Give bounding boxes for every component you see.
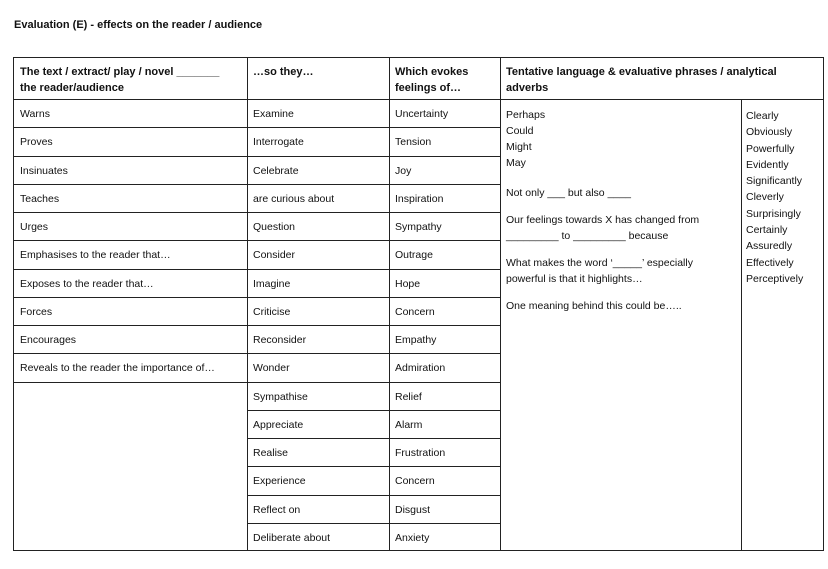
list-item: One meaning behind this could be….. [506,300,682,312]
adverb-item: Surprisingly [746,207,801,220]
row-divider [14,382,500,383]
table-cell: Reveals to the reader the importance of… [20,362,215,374]
table-cell: Empathy [395,334,437,346]
table-cell: Experience [253,475,306,487]
table-cell: Frustration [395,447,446,459]
table-cell: Inspiration [395,193,444,205]
table-cell: Hope [395,278,421,290]
table-cell: Urges [20,221,49,233]
adverb-item: Assuredly [746,240,793,253]
row-divider [14,240,500,241]
adverb-item: Obviously [746,126,793,139]
table-cell: Teaches [20,193,60,205]
adverb-list [746,108,803,287]
table-cell: Concern [395,306,435,318]
list-item: _________ to _________ because [506,230,669,242]
row-divider [247,438,500,439]
adverb-item: Evidently [746,158,789,171]
table-cell: Outrage [395,249,433,261]
row-divider [247,495,500,496]
table-cell: Realise [253,447,289,459]
table-cell: Reflect on [253,504,301,516]
adverb-item: Powerfully [746,142,795,155]
table-cell: Sympathy [395,221,442,233]
table-cell: Forces [20,306,53,318]
row-divider [14,353,500,354]
adverb-item: Perceptively [746,272,804,285]
row-divider [247,410,500,411]
header-divider [14,99,823,100]
page-title: Evaluation (E) - effects on the reader / audience [14,19,263,31]
table-cell: Question [253,221,296,233]
row-divider [14,156,500,157]
table-cell: Consider [253,249,296,261]
list-item: Our feelings towards X has changed from [506,214,700,226]
col4-header: Tentative language & evaluative phrases / analytical adverbs [506,66,777,94]
table-cell: Admiration [395,362,446,374]
tentative-language [506,107,736,314]
row-divider [14,325,500,326]
table-cell: Examine [253,108,294,120]
table-cell: Celebrate [253,165,299,177]
table-cell: Tension [395,136,432,148]
table-cell: Warns [20,108,50,120]
adverb-item: Clearly [746,110,779,122]
table-cell: Interrogate [253,136,304,148]
table-cell: Joy [395,165,412,177]
table-cell: Concern [395,475,435,487]
table-cell: Exposes to the reader that… [20,278,154,290]
row-divider [247,523,500,524]
table-cell: Uncertainty [395,108,449,120]
table-cell: Wonder [253,362,290,374]
col2-header: …so they… [253,66,314,78]
table-cell: Emphasises to the reader that… [20,249,171,261]
table-cell: Reconsider [253,334,307,346]
table-cell: Disgust [395,504,431,516]
list-item: May [506,157,526,169]
adverb-item: Effectively [746,256,794,269]
table-cell: Sympathise [253,391,308,403]
col1-header: The text / extract/ play / novel _______ the reader/audience [20,66,220,94]
row-divider [14,212,500,213]
row-divider [247,466,500,467]
table-cell: Deliberate about [253,532,331,544]
table-cell: Appreciate [253,419,304,431]
table-cell: Alarm [395,419,423,431]
table-cell: are curious about [253,193,335,205]
table-cell: Insinuates [20,165,68,177]
row-divider [14,184,500,185]
adverb-item: Certainly [746,224,788,237]
table-cell: Anxiety [395,532,430,544]
list-item: Might [506,141,532,153]
column-divider [741,99,742,550]
list-item: What makes the word ‘_____’ especially [506,257,693,269]
row-divider [14,269,500,270]
evaluation-table [13,57,824,551]
row-divider [14,297,500,298]
row-divider [14,127,500,128]
list-item: Perhaps [506,109,546,121]
table-cell: Imagine [253,278,291,290]
table-cell: Criticise [253,306,291,318]
list-item: Not only ___ but also ____ [506,187,631,199]
column-divider [500,58,501,550]
list-item: Could [506,125,534,137]
table-cell: Encourages [20,334,77,346]
col3-header: Which evokes feelings of… [395,66,469,94]
column-divider [389,58,390,550]
table-cell: Proves [20,136,53,148]
table-cell: Relief [395,391,422,403]
adverb-item: Significantly [746,175,803,188]
column-divider [247,58,248,550]
list-item: powerful is that it highlights… [506,273,643,285]
adverb-item: Cleverly [746,191,784,204]
